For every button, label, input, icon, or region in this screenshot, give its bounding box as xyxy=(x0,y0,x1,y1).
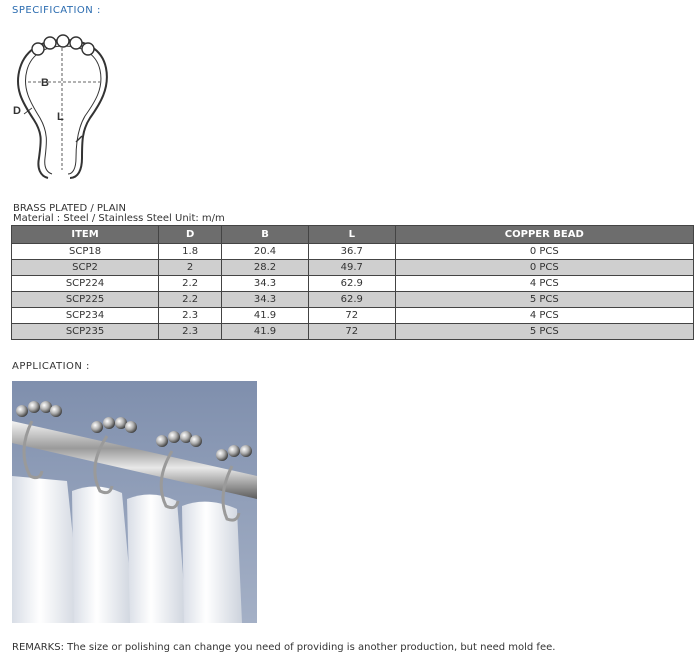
cell-l: 62.9 xyxy=(308,292,395,308)
cell-l: 36.7 xyxy=(308,244,395,260)
material-line: Material : Steel / Stainless Steel Unit: m/m xyxy=(13,213,225,224)
cell-b: 41.9 xyxy=(222,308,309,324)
spec-table xyxy=(11,225,694,340)
cell-b: 20.4 xyxy=(222,244,309,260)
label-l: L xyxy=(57,111,64,123)
table-row xyxy=(12,308,694,324)
cell-b: 28.2 xyxy=(222,260,309,276)
cell-copper-bead: 0 PCS xyxy=(395,260,693,276)
cell-d: 1.8 xyxy=(159,244,222,260)
remarks-text: REMARKS: The size or polishing can change you need of providing is another production, but need mold fee. xyxy=(12,642,556,653)
cell-copper-bead: 5 PCS xyxy=(395,292,693,308)
cell-item: SCP225 xyxy=(12,292,159,308)
cell-l: 62.9 xyxy=(308,276,395,292)
cell-copper-bead: 4 PCS xyxy=(395,276,693,292)
cell-d: 2.3 xyxy=(159,324,222,340)
cell-item: SCP18 xyxy=(12,244,159,260)
application-title: APPLICATION : xyxy=(12,361,90,372)
application-photo xyxy=(12,381,257,623)
cell-d: 2.3 xyxy=(159,308,222,324)
col-l: L xyxy=(308,226,395,244)
cell-copper-bead: 0 PCS xyxy=(395,244,693,260)
cell-b: 41.9 xyxy=(222,324,309,340)
spec-heading: BRASS PLATED / PLAIN xyxy=(13,203,126,214)
cell-d: 2 xyxy=(159,260,222,276)
table-row xyxy=(12,292,694,308)
table-row xyxy=(12,324,694,340)
table-header-row xyxy=(12,226,694,244)
cell-copper-bead: 5 PCS xyxy=(395,324,693,340)
cell-item: SCP235 xyxy=(12,324,159,340)
label-b: B xyxy=(41,77,49,89)
label-d: D xyxy=(13,105,21,117)
col-d: D xyxy=(159,226,222,244)
table-row xyxy=(12,244,694,260)
table-row xyxy=(12,260,694,276)
cell-l: 72 xyxy=(308,324,395,340)
specification-title: SPECIFICATION : xyxy=(12,5,101,16)
cell-l: 72 xyxy=(308,308,395,324)
table-row xyxy=(12,276,694,292)
cell-b: 34.3 xyxy=(222,292,309,308)
cell-l: 49.7 xyxy=(308,260,395,276)
col-item: ITEM xyxy=(12,226,159,244)
col-copper-bead: COPPER BEAD xyxy=(395,226,693,244)
cell-d: 2.2 xyxy=(159,276,222,292)
cell-copper-bead: 4 PCS xyxy=(395,308,693,324)
cell-item: SCP2 xyxy=(12,260,159,276)
shower-ring-diagram xyxy=(10,30,120,190)
col-b: B xyxy=(222,226,309,244)
cell-item: SCP224 xyxy=(12,276,159,292)
cell-b: 34.3 xyxy=(222,276,309,292)
cell-item: SCP234 xyxy=(12,308,159,324)
cell-d: 2.2 xyxy=(159,292,222,308)
